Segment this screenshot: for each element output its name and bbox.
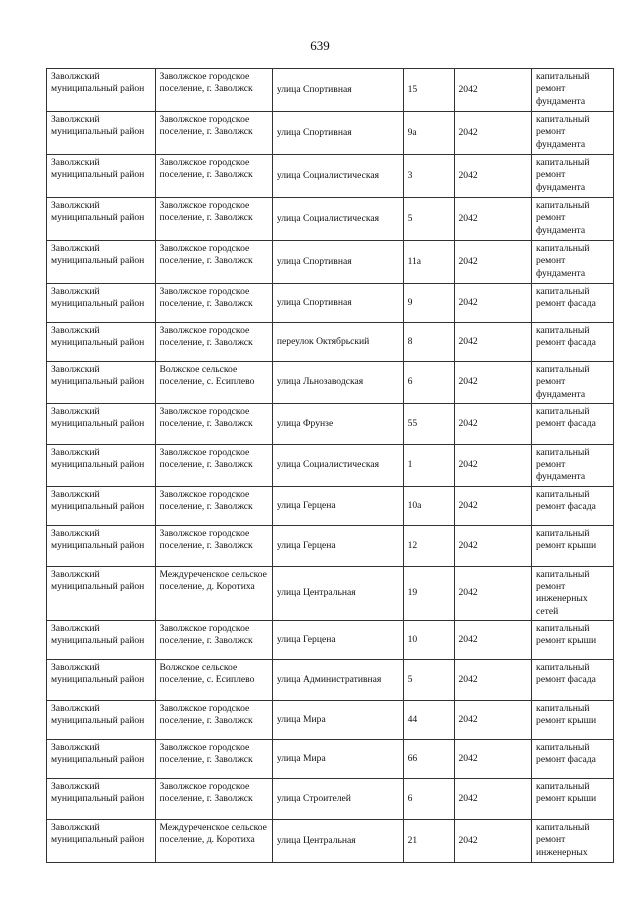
street-cell: улица Социалистическая <box>272 155 403 198</box>
house-number-cell: 6 <box>403 362 454 404</box>
district-cell: Заволжский муниципальный район <box>47 620 156 659</box>
table-row <box>47 700 614 739</box>
district-cell: Заволжский муниципальный район <box>47 198 156 241</box>
table-row <box>47 403 614 444</box>
district-cell: Заволжский муниципальный район <box>47 284 156 323</box>
street-cell: улица Спортивная <box>272 69 403 112</box>
year-cell: 2042 <box>454 69 532 112</box>
district-cell: Заволжский муниципальный район <box>47 112 156 155</box>
settlement-cell: Заволжское городское поселение, г. Заволжск <box>155 69 272 112</box>
work-type-cell: капитальный ремонт инженерных <box>532 819 614 862</box>
year-cell: 2042 <box>454 155 532 198</box>
year-cell: 2042 <box>454 566 532 620</box>
year-cell: 2042 <box>454 700 532 739</box>
year-cell: 2042 <box>454 620 532 659</box>
street-cell: улица Герцена <box>272 525 403 566</box>
house-number-cell: 66 <box>403 739 454 778</box>
street-cell: улица Спортивная <box>272 112 403 155</box>
work-type-cell: капитальный ремонт фундамента <box>532 444 614 486</box>
work-type-cell: капитальный ремонт фундамента <box>532 362 614 404</box>
settlement-cell: Заволжское городское поселение, г. Заволжск <box>155 620 272 659</box>
work-type-cell: капитальный ремонт фасада <box>532 739 614 778</box>
year-cell: 2042 <box>454 241 532 284</box>
settlement-cell: Междуреченское сельское поселение, д. Коротиха <box>155 566 272 620</box>
work-type-cell: капитальный ремонт фасада <box>532 284 614 323</box>
table-row <box>47 284 614 323</box>
house-number-cell: 55 <box>403 403 454 444</box>
work-type-cell: капитальный ремонт фасада <box>532 403 614 444</box>
table-row <box>47 112 614 155</box>
district-cell: Заволжский муниципальный район <box>47 659 156 700</box>
street-cell: улица Мира <box>272 700 403 739</box>
house-number-cell: 5 <box>403 198 454 241</box>
settlement-cell: Заволжское городское поселение, г. Заволжск <box>155 155 272 198</box>
district-cell: Заволжский муниципальный район <box>47 323 156 362</box>
work-type-cell: капитальный ремонт фасада <box>532 659 614 700</box>
registry-table <box>46 68 614 863</box>
settlement-cell: Заволжское городское поселение, г. Заволжск <box>155 323 272 362</box>
street-cell: улица Льнозаводская <box>272 362 403 404</box>
work-type-cell: капитальный ремонт фундамента <box>532 155 614 198</box>
year-cell: 2042 <box>454 444 532 486</box>
district-cell: Заволжский муниципальный район <box>47 700 156 739</box>
work-type-cell: капитальный ремонт инженерных сетей <box>532 566 614 620</box>
house-number-cell: 21 <box>403 819 454 862</box>
district-cell: Заволжский муниципальный район <box>47 819 156 862</box>
table-row <box>47 486 614 525</box>
year-cell: 2042 <box>454 486 532 525</box>
table-row <box>47 819 614 862</box>
work-type-cell: капитальный ремонт крыши <box>532 620 614 659</box>
settlement-cell: Волжское сельское поселение, с. Есиплево <box>155 659 272 700</box>
settlement-cell: Заволжское городское поселение, г. Заволжск <box>155 403 272 444</box>
table-row <box>47 566 614 620</box>
table-row <box>47 155 614 198</box>
work-type-cell: капитальный ремонт фасада <box>532 323 614 362</box>
street-cell: улица Центральная <box>272 566 403 620</box>
district-cell: Заволжский муниципальный район <box>47 155 156 198</box>
year-cell: 2042 <box>454 112 532 155</box>
table-row <box>47 323 614 362</box>
house-number-cell: 10а <box>403 486 454 525</box>
house-number-cell: 1 <box>403 444 454 486</box>
work-type-cell: капитальный ремонт фундамента <box>532 112 614 155</box>
street-cell: улица Строителей <box>272 778 403 819</box>
year-cell: 2042 <box>454 659 532 700</box>
settlement-cell: Междуреченское сельское поселение, д. Коротиха <box>155 819 272 862</box>
registry-table-body <box>47 69 614 863</box>
settlement-cell: Заволжское городское поселение, г. Заволжск <box>155 778 272 819</box>
district-cell: Заволжский муниципальный район <box>47 739 156 778</box>
district-cell: Заволжский муниципальный район <box>47 525 156 566</box>
year-cell: 2042 <box>454 362 532 404</box>
house-number-cell: 6 <box>403 778 454 819</box>
settlement-cell: Заволжское городское поселение, г. Заволжск <box>155 198 272 241</box>
work-type-cell: капитальный ремонт фундамента <box>532 69 614 112</box>
year-cell: 2042 <box>454 198 532 241</box>
house-number-cell: 8 <box>403 323 454 362</box>
district-cell: Заволжский муниципальный район <box>47 778 156 819</box>
district-cell: Заволжский муниципальный район <box>47 444 156 486</box>
table-row <box>47 362 614 404</box>
table-row <box>47 620 614 659</box>
table-row <box>47 444 614 486</box>
year-cell: 2042 <box>454 778 532 819</box>
district-cell: Заволжский муниципальный район <box>47 403 156 444</box>
district-cell: Заволжский муниципальный район <box>47 566 156 620</box>
settlement-cell: Заволжское городское поселение, г. Заволжск <box>155 112 272 155</box>
settlement-cell: Заволжское городское поселение, г. Заволжск <box>155 241 272 284</box>
district-cell: Заволжский муниципальный район <box>47 241 156 284</box>
district-cell: Заволжский муниципальный район <box>47 486 156 525</box>
street-cell: улица Спортивная <box>272 284 403 323</box>
work-type-cell: капитальный ремонт фасада <box>532 486 614 525</box>
street-cell: улица Фрунзе <box>272 403 403 444</box>
year-cell: 2042 <box>454 739 532 778</box>
work-type-cell: капитальный ремонт крыши <box>532 700 614 739</box>
settlement-cell: Заволжское городское поселение, г. Заволжск <box>155 525 272 566</box>
street-cell: улица Мира <box>272 739 403 778</box>
house-number-cell: 9 <box>403 284 454 323</box>
year-cell: 2042 <box>454 284 532 323</box>
street-cell: переулок Октябрьский <box>272 323 403 362</box>
settlement-cell: Заволжское городское поселение, г. Заволжск <box>155 444 272 486</box>
settlement-cell: Заволжское городское поселение, г. Заволжск <box>155 486 272 525</box>
house-number-cell: 19 <box>403 566 454 620</box>
house-number-cell: 12 <box>403 525 454 566</box>
house-number-cell: 11а <box>403 241 454 284</box>
table-row <box>47 241 614 284</box>
table-row <box>47 69 614 112</box>
street-cell: улица Социалистическая <box>272 444 403 486</box>
table-row <box>47 525 614 566</box>
street-cell: улица Спортивная <box>272 241 403 284</box>
house-number-cell: 44 <box>403 700 454 739</box>
year-cell: 2042 <box>454 819 532 862</box>
page-number: 639 <box>310 38 330 53</box>
table-row <box>47 659 614 700</box>
street-cell: улица Центральная <box>272 819 403 862</box>
settlement-cell: Заволжское городское поселение, г. Заволжск <box>155 739 272 778</box>
settlement-cell: Заволжское городское поселение, г. Заволжск <box>155 700 272 739</box>
year-cell: 2042 <box>454 525 532 566</box>
house-number-cell: 9а <box>403 112 454 155</box>
year-cell: 2042 <box>454 403 532 444</box>
house-number-cell: 15 <box>403 69 454 112</box>
work-type-cell: капитальный ремонт фундамента <box>532 198 614 241</box>
house-number-cell: 3 <box>403 155 454 198</box>
settlement-cell: Заволжское городское поселение, г. Заволжск <box>155 284 272 323</box>
street-cell: улица Герцена <box>272 620 403 659</box>
table-row <box>47 778 614 819</box>
street-cell: улица Герцена <box>272 486 403 525</box>
table-row <box>47 198 614 241</box>
district-cell: Заволжский муниципальный район <box>47 362 156 404</box>
work-type-cell: капитальный ремонт крыши <box>532 778 614 819</box>
year-cell: 2042 <box>454 323 532 362</box>
table-row <box>47 739 614 778</box>
work-type-cell: капитальный ремонт фундамента <box>532 241 614 284</box>
house-number-cell: 5 <box>403 659 454 700</box>
street-cell: улица Социалистическая <box>272 198 403 241</box>
work-type-cell: капитальный ремонт крыши <box>532 525 614 566</box>
district-cell: Заволжский муниципальный район <box>47 69 156 112</box>
house-number-cell: 10 <box>403 620 454 659</box>
street-cell: улица Административная <box>272 659 403 700</box>
settlement-cell: Волжское сельское поселение, с. Есиплево <box>155 362 272 404</box>
